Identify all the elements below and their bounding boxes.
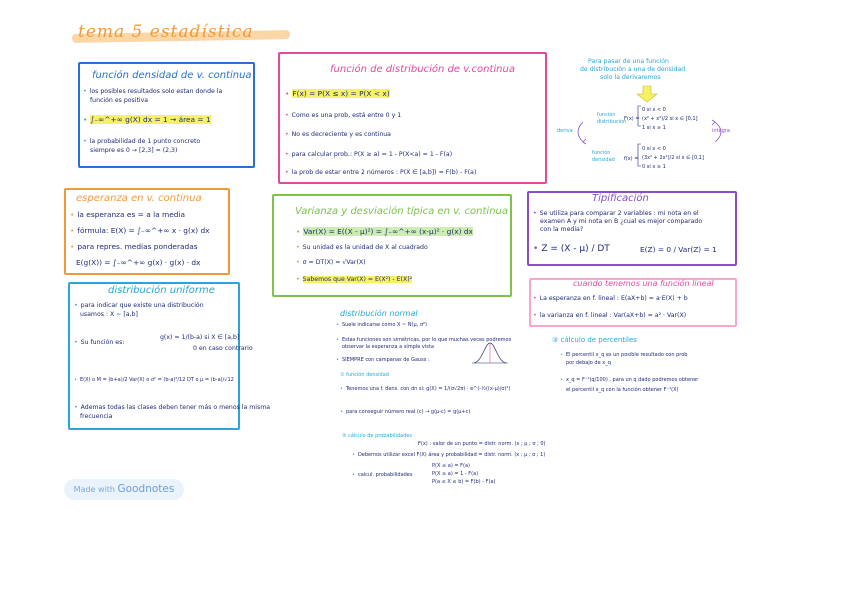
badge-prefix: Made with: [73, 485, 115, 494]
standardization-line-2: examen A y mi nota en B ¿cual es mejor comparado: [540, 218, 703, 225]
variance-formula: [296, 227, 473, 236]
uniform-line-5: 0 en caso contrario: [193, 345, 253, 352]
integrate-label: integra: [712, 128, 730, 134]
linear-function-title: cuando tenemos una función lineal: [573, 279, 714, 288]
expectation-line-1: • la esperanza es = a la media: [70, 210, 185, 219]
uniform-line-8: frecuencia: [80, 413, 113, 420]
uniform-line-7: • Ademas todas las clases deben tener más o menos la misma: [74, 404, 270, 412]
fn-dist-label-b: distribución: [597, 119, 627, 125]
linear-line-2: • la varianza en f. lineal : Var(aX+b) = a² · Var(X): [533, 312, 686, 320]
down-arrow-icon: [637, 86, 657, 102]
fn-dens-label-b: densidad: [592, 157, 615, 163]
normal-prob-3: P(a ≤ X ≤ b) = F(b) - F(a): [432, 479, 496, 485]
expectation-line-4: E(g(X)) = ∫₋∞^+∞ g(x) · g(x) · dx: [76, 258, 201, 267]
density-function-title: función densidad de v. continua: [92, 70, 252, 81]
standardization-ez: E(Z) = 0 / Var(Z) = 1: [640, 245, 717, 254]
uniform-line-2: usamos : X ~ [a,b]: [80, 311, 138, 318]
distribution-formula: F(x) = P(X ≤ x) = P(X < x): [292, 89, 390, 98]
normal-prob-1: P(X ≤ a) = F(a): [432, 463, 470, 469]
fn-dens-label-a: función: [592, 150, 611, 156]
normal-line-8: • Debemos utilizar excel F(X) área y probabilidad = distr. norm. (x ; μ ; σ ; 1): [352, 452, 545, 459]
variance-title: Varianza y desviación típica en v. continua: [295, 206, 508, 217]
fx-top: F(x) =: [624, 116, 640, 122]
uniform-line-4: g(x) = 1/(b-a) si X ∈ [a,b]: [160, 334, 240, 341]
standardization-line-1: • Se utiliza para comparar 2 variables : mi nota en el: [533, 210, 699, 218]
uniform-title: distribución uniforme: [108, 285, 215, 296]
fx-bottom: f(x) =: [624, 156, 639, 162]
distribution-function-title: función de distribución de v.continua: [330, 64, 515, 75]
variance-known-text: Sabemos que Var(X) = E(X²) - E(X)²: [302, 276, 413, 283]
matrix-bottom-2: (3x² + 2x²)/2 si x ∈ [0,1]: [642, 155, 704, 161]
matrix-bottom-1: 0 si x < 0: [642, 146, 666, 152]
percentile-line-2: por debajo de x_q: [566, 360, 611, 366]
matrix-top-3: 1 si x ≥ 1: [642, 125, 666, 131]
derive-label: deriva: [557, 128, 573, 134]
variance-formula-text: Var(X) = E((X - μ)²) = ∫₋∞^+∞ (x-μ)² · g(x) dx: [303, 227, 473, 236]
normal-line-5: • Tenemos una f. dens. con dn si: g(X) = 1/(σ√2π) · e^(-½((x-μ)/σ)²): [340, 386, 511, 393]
percentile-heading: ③ cálculo de percentiles: [552, 336, 637, 344]
standardization-title: Tipificación: [592, 193, 649, 204]
normal-prob-2: P(X ≥ a) = 1 - F(a): [432, 471, 479, 477]
density-line-1: • los posibles resultados solo estan donde la: [83, 88, 222, 96]
normal-heading-2: ② cálculo de probabilidades: [342, 433, 412, 439]
derive-note-3: solo la derivaremos: [600, 74, 661, 81]
variance-line-2: • Su unidad es la unidad de X al cuadrado: [296, 244, 428, 252]
standardization-line-3: con la media?: [540, 226, 584, 233]
percentile-line-1: • El percentil x_q es un posible resultado con prob: [560, 352, 687, 359]
fn-dist-label-a: función: [597, 112, 616, 118]
matrix-top-2: (x² + x²)/2 si x ∈ [0,1]: [642, 116, 698, 122]
normal-line-3: observar la esperanza a simple vista: [342, 344, 434, 350]
expectation-formula: • fórmula: E(X) = ∫₋∞^+∞ x · g(x) dx: [70, 226, 210, 235]
distribution-line-4: • para calcular prob.: P(X ≥ a) = 1 - P(X<a) = 1 - F(a): [285, 151, 452, 159]
density-line-4: • la probabilidad de 1 punto concreto: [83, 138, 200, 146]
matrix-bottom-3: 0 si x ≥ 1: [642, 164, 666, 170]
expectation-line-3: • para repres. medias ponderadas: [70, 242, 198, 251]
uniform-line-1: • para indicar que existe una distribución: [74, 302, 204, 310]
standardization-z: • Z = (X - μ) / DT: [533, 245, 610, 254]
density-integral: [83, 115, 211, 124]
distribution-line-3: • No es decreciente y es continua: [285, 131, 391, 139]
expectation-title: esperanza en v. continua: [76, 193, 202, 204]
gauss-bell-icon: [470, 337, 510, 367]
goodnotes-badge: [64, 479, 184, 500]
derive-note-1: Para pasar de una función: [588, 58, 669, 65]
uniform-line-6: • E(X) o M = (b+a)/2 Var(X) o σ² = (b-a)²/12 DT o μ = (b-a)/√12: [74, 377, 234, 384]
derive-arc-icon: [578, 122, 583, 142]
distribution-line-1: [285, 89, 390, 98]
normal-heading-1: ① función densidad: [340, 372, 389, 378]
normal-line-2: • Estas funciones son simétricas, por lo que muchas veces podremos: [336, 337, 511, 344]
normal-line-4: • SIEMPRE con campanas de Gauss :: [336, 357, 430, 364]
variance-line-3: • σ = DT(X) = √Var(X): [296, 259, 366, 267]
density-integral-text: ∫₋∞^+∞ g(X) dx = 1 → área = 1: [90, 115, 211, 124]
badge-brand: Goodnotes: [117, 483, 175, 495]
normal-line-1: • Suele indicarse como X ~ N(μ, σ²): [336, 322, 427, 329]
percentile-line-3: • x_q = F⁻¹(q/100) , para un q dado podremos obtener: [560, 377, 698, 384]
derive-note-2: de distribución a una de densidad: [580, 66, 686, 73]
normal-line-7: F(x) : valor de un punto = distr. norm. (x ; μ ; σ ; 0): [418, 441, 546, 447]
uniform-line-3: • Su función es:: [74, 339, 124, 347]
density-line-2: función es positiva: [90, 97, 149, 104]
normal-line-6: • para conseguir número real (c) → g(μ-c) = g(μ+c): [340, 409, 470, 416]
distribution-line-2: • Como es una prob, está entre 0 y 1: [285, 112, 401, 120]
matrix-top-1: 0 si x < 0: [642, 107, 666, 113]
normal-line-9: • calcul. probabilidades: [352, 472, 413, 479]
page-title: tema 5 estadística: [72, 22, 290, 44]
variance-line-4: [296, 276, 412, 284]
normal-title: distribución normal: [340, 309, 418, 318]
percentile-line-4: el percentil x_q con la función obtener F⁻¹(X): [566, 387, 679, 393]
density-line-5: siempre es 0 → [2,3] = (2,3): [90, 147, 178, 154]
linear-line-1: • La esperanza en f. lineal : E(aX+b) = a·E(X) + b: [533, 295, 688, 303]
distribution-line-5: • la prob de estar entre 2 números : P(X ∈ [a,b]) = F(b) - F(a): [285, 169, 476, 177]
